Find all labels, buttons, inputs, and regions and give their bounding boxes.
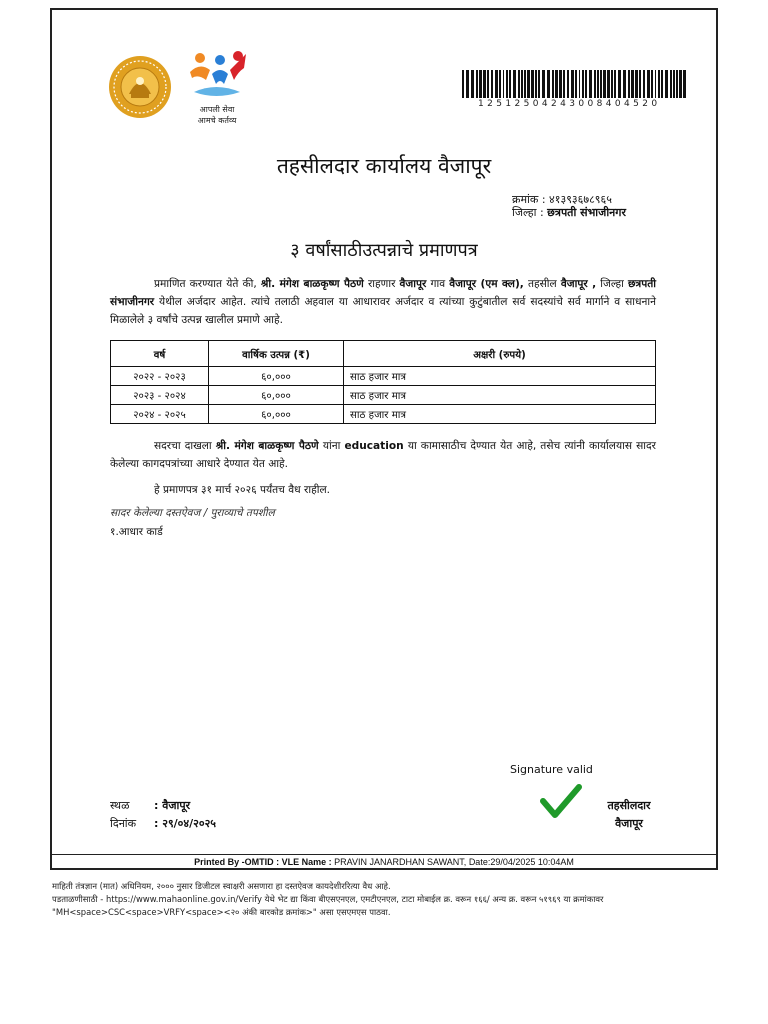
date-label: दिनांक [110,817,137,830]
barcode-bar [521,70,523,98]
barcode-bar [683,70,686,98]
barcode-bar [538,70,540,98]
maharashtra-seal-icon [107,54,173,120]
intro-text-3: गाव [430,278,446,290]
barcode-bar [552,70,554,98]
barcode-bar [603,70,606,98]
people-hands-icon [186,48,248,104]
barcode-bar [555,70,558,98]
header-year: वर्ष [111,341,209,367]
office-title: तहसीलदार कार्यालय वैजापूर [276,154,492,178]
barcode-bar [563,70,565,98]
date-value: : २९/०४/२०२५ [154,817,217,830]
intro-text-2: राहणार [367,278,396,290]
barcode-bar [524,70,526,98]
barcode-bar [600,70,602,98]
barcode-bar [483,70,486,98]
intro-paragraph [110,275,656,329]
barcode-bar [547,70,550,98]
barcode-bar [509,70,511,98]
purpose-paragraph [110,437,656,473]
barcode-bar [623,70,626,98]
barcode-bar [575,70,577,98]
printed-by-date: Date:29/04/2025 10:04AM [468,857,574,867]
words-cell: साठ हजार मात्र [344,386,656,405]
barcode-bar [479,70,482,98]
serial-value: ४१३९३६७८९६५ [549,193,612,206]
purpose-text-1: सदरचा दाखला [154,440,212,452]
barcode [460,70,690,98]
barcode-bar [466,70,469,98]
barcode-bar [579,70,580,98]
barcode-bar [661,70,663,98]
printed-by-prefix: Printed By -OMTID : VLE Name : [194,857,332,867]
footer-divider [52,854,716,855]
barcode-bar [567,70,569,98]
barcode-bar [611,70,613,98]
year-cell: २०२२ - २०२३ [111,367,209,386]
barcode-bar [614,70,616,98]
barcode-bar [635,70,638,98]
barcode-bar [665,70,668,98]
barcode-bar [535,70,537,98]
intro-text-1: प्रमाणित करण्यात येते की, [154,278,257,290]
barcode-bar [628,70,630,98]
verify-note: पडताळणीसाठी - https://www.mahaonline.gov.in/Verify येथे भेट द्या किंवा बीएसएनएल, एमटीएनएल, टाटा मोबाईल क्र. वरून १६६/ अन्य क्र. वरून ५१९६९ या क्रमांकावर "MH<space>CSC<space>VRFY<space><२० अंकी बारकोड क्रमांक>" असा एसएमएस पाठवा. [52,894,604,917]
income-cell: ६०,००० [209,367,344,386]
logo-tagline-1: आपली सेवा [199,105,235,114]
signatory-title: तहसीलदार [607,799,651,812]
barcode-bar [594,70,596,98]
intro-text-4: तहसील [527,278,557,290]
year-cell: २०२३ - २०२४ [111,386,209,405]
barcode-bar [679,70,682,98]
aapli-seva-logo [186,48,248,130]
printed-by [0,857,768,867]
barcode-bar [643,70,645,98]
barcode-bar [491,70,493,98]
applicant-district: छत्रपती संभाजीनगर [110,278,657,308]
header-income: वार्षिक उत्पन्न (₹) [209,341,344,367]
barcode-bar [499,70,501,98]
logo-tagline-2: आमचे कर्तव्य [197,116,237,125]
applicant-village: वैजापूर (एम क्ल), [449,278,524,290]
purpose-word: education [344,440,404,452]
barcode-bar [476,70,478,98]
income-cell: ६०,००० [209,405,344,424]
income-table [110,340,656,424]
income-cell: ६०,००० [209,386,344,405]
legal-note: माहिती तंत्रज्ञान (मात) अधिनियम, २००० नुसार डिजीटल स्वाक्षरी असणारा हा दस्तऐवज कायदेशीररित्या वैध आहे. [52,881,391,891]
checkmark-icon [540,783,582,819]
place-date-block [110,797,216,833]
district-value: छत्रपती संभाजीनगर [547,206,626,219]
purpose-text-3: या कामासाठीच देण्यात येत आहे, तसेच त्यांनी कार्यालयास सादर केलेल्या कागदपत्रांच्या आधारे देण्यात येत आहे. [110,440,656,470]
barcode-bar [506,70,508,98]
barcode-bar [631,70,634,98]
barcode-bar [647,70,650,98]
validity-text: हे प्रमाणपत्र ३१ मार्च २०२६ पर्यंतच वैध राहील. [154,484,331,496]
barcode-bar [503,70,504,98]
barcode-bar [518,70,520,98]
signature-status: Signature valid [510,763,593,776]
barcode-bar [531,70,534,98]
printed-by-name: PRAVIN JANARDHAN SAWANT, [334,857,469,867]
barcode-bar [585,70,587,98]
district-line [512,205,626,220]
barcode-bar [589,70,592,98]
barcode-bar [651,70,653,98]
barcode-number: 12512504243008404520 [478,99,661,109]
barcode-bar [462,70,464,98]
words-cell: साठ हजार मात्र [344,405,656,424]
intro-text-6: येथील अर्जदार आहेत. त्यांचे तलाठी अहवाल या आधारावर अर्जदार व त्यांच्या कुटुंबातील सर्व सदस्यांचे सर्व मार्गाने व साधनाने मिळालेले ३ वर्षांचे उत्पन्न खालील प्रमाणे आहे. [110,296,656,326]
barcode-bar [582,70,584,98]
documents-heading: सादर केलेल्या दस्तऐवज / पुराव्याचे तपशील [110,507,275,519]
table-row [111,405,656,424]
barcode-bar [655,70,656,98]
intro-text-5: जिल्हा [600,278,624,290]
barcode-bar [597,70,599,98]
header-words: अक्षरी (रुपये) [344,341,656,367]
barcode-bar [639,70,641,98]
barcode-bar [670,70,672,98]
purpose-text-2: यांना [322,440,341,452]
applicant-town: वैजापूर [399,278,427,290]
applicant-tehsil: वैजापूर , [560,278,597,290]
table-header-row [111,341,656,367]
barcode-bar [495,70,498,98]
barcode-bar [559,70,562,98]
barcode-bar [658,70,660,98]
barcode-bar [527,70,530,98]
place-line [110,797,216,815]
table-row [111,386,656,405]
table-row [111,367,656,386]
barcode-bar [513,70,516,98]
barcode-bar [676,70,678,98]
barcode-bar [618,70,621,98]
barcode-bar [542,70,545,98]
applicant-name: श्री. मंगेश बाळकृष्ण पैठणे [260,278,364,290]
date-line [110,815,216,833]
barcode-bar [571,70,574,98]
signatory-block [598,797,660,833]
words-cell: साठ हजार मात्र [344,367,656,386]
barcode-bar [607,70,610,98]
place-label: स्थळ [110,799,130,812]
place-value: : वैजापूर [154,799,191,812]
signatory-place: वैजापूर [615,817,643,830]
purpose-applicant-name: श्री. मंगेश बाळकृष्ण पैठणे [215,440,319,452]
barcode-bar [487,70,489,98]
document-item: १.आधार कार्ड [110,526,163,538]
barcode-bar [673,70,675,98]
serial-label: क्रमांक : [512,193,546,206]
district-label: जिल्हा : [512,206,544,219]
certificate-title: ३ वर्षांसाठीउत्पन्नाचे प्रमाणपत्र [290,240,478,261]
year-cell: २०२४ - २०२५ [111,405,209,424]
barcode-bar [471,70,474,98]
